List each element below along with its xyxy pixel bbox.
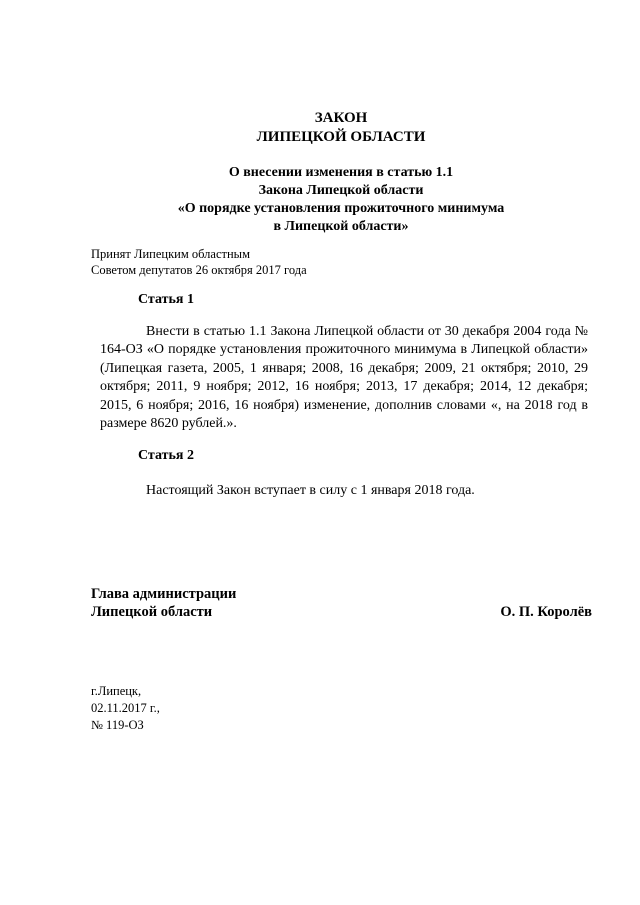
article-1-text: Внести в статью 1.1 Закона Липецкой области от 30 декабря 2004 года № 164-ОЗ «О порядке установления прожиточного минимума в Липецкой области» (Липецкая газета, 2005, 1 января; 2008, 16 декабря; 2009, 21 октября; 2010, 29 октября; 2011, 9 ноября; 2012, 16 ноября; 2013, 17 декабря; 2014, 12 декабря; 2015, 6 ноября; 2016, 16 ноября) изменение, дополнив словами «, на 2018 год в размере 8620 рублей.». [100,324,588,432]
document-title-region: ЛИПЕЦКОЙ ОБЛАСТИ [256,129,426,145]
signatory-position-line: Липецкой области [91,604,213,620]
document-subtitle-line: «О порядке установления прожиточного минимума [177,201,505,216]
signatory-name: О. П. Королёв [500,604,592,620]
document-title-type: ЗАКОН [314,110,368,126]
article-2-text: Настоящий Закон вступает в силу с 1 января 2018 года. [146,483,475,498]
signatory-position-line: Глава администрации [91,586,237,602]
footer-date: 02.11.2017 г., [91,701,160,715]
footer-law-number: № 119-ОЗ [91,718,144,732]
adoption-note-line: Принят Липецким областным [91,247,250,261]
document-subtitle-line: Закона Липецкой области [258,183,424,198]
document-subtitle-line: в Липецкой области» [273,219,409,234]
article-1-heading: Статья 1 [138,292,194,307]
article-2-heading: Статья 2 [138,448,194,463]
adoption-note-line: Советом депутатов 26 октября 2017 года [91,263,307,277]
footer-city: г.Липецк, [91,684,142,698]
document-subtitle-line: О внесении изменения в статью 1.1 [228,165,454,180]
